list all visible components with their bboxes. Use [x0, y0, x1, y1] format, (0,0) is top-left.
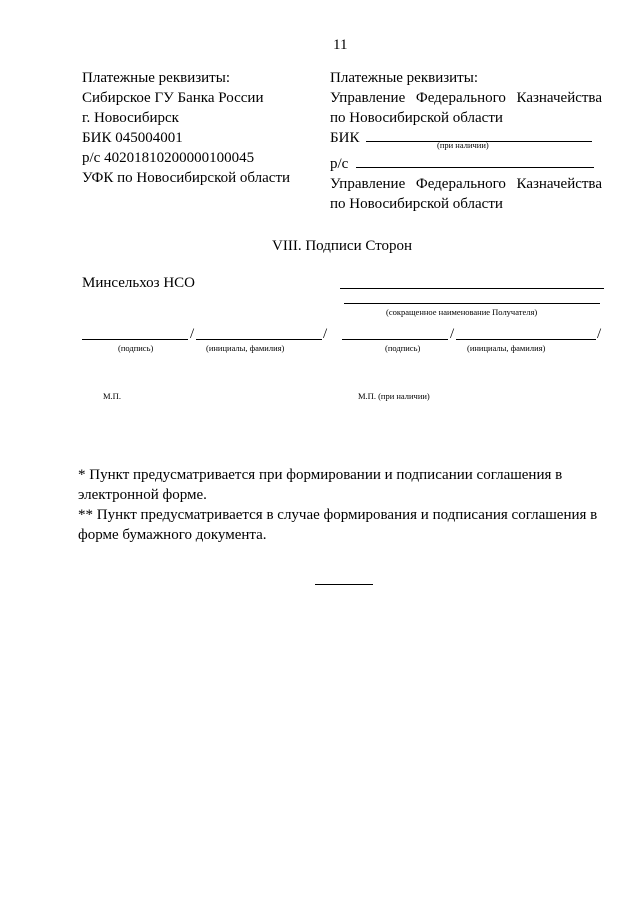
left-requisites-line: Сибирское ГУ Банка России	[82, 90, 264, 106]
right-treasury-line	[330, 88, 602, 108]
right-treasury2-line	[330, 174, 602, 194]
left-requisites-line: УФК по Новосибирской области	[82, 170, 291, 186]
word: Управление	[330, 176, 406, 192]
slash: /	[190, 326, 195, 342]
recipient-caption: (сокращенное наименование Получателя)	[386, 307, 538, 317]
right-requisites-heading: Платежные реквизиты:	[330, 70, 478, 86]
right-signature-caption: (подпись)	[385, 343, 421, 353]
section-title: VIII. Подписи Сторон	[272, 238, 413, 254]
account-field	[330, 154, 594, 174]
right-stamp: М.П. (при наличии)	[358, 391, 430, 401]
bik-label: БИК	[330, 130, 360, 146]
recipient-name-line-1	[340, 288, 604, 289]
recipient-name-line-2	[344, 303, 600, 304]
right-initials-caption: (инициалы, фамилия)	[467, 343, 546, 353]
left-initials-caption: (инициалы, фамилия)	[206, 343, 285, 353]
closing-rule	[315, 584, 373, 585]
left-signature-line	[82, 339, 188, 340]
left-initials-line	[196, 339, 322, 340]
right-treasury-region: по Новосибирской области	[330, 110, 503, 126]
word: Управление	[330, 90, 406, 106]
word: Казначейства	[516, 90, 602, 106]
slash: /	[597, 326, 602, 342]
footnote-line: * Пункт предусматривается при формировании и подписании соглашения в	[78, 467, 563, 483]
left-party-name: Минсельхоз НСО	[82, 275, 195, 291]
account-blank-line	[356, 155, 594, 168]
left-signature-caption: (подпись)	[118, 343, 154, 353]
slash: /	[450, 326, 455, 342]
right-initials-line	[456, 339, 596, 340]
footnote-line: форме бумажного документа.	[78, 527, 267, 543]
left-requisites-line: г. Новосибирск	[82, 110, 179, 126]
footnote-line: электронной форме.	[78, 487, 207, 503]
left-requisites-heading: Платежные реквизиты:	[82, 70, 230, 86]
page-number: 11	[333, 37, 348, 53]
word: Федерального	[415, 90, 506, 106]
right-treasury2-region: по Новосибирской области	[330, 196, 503, 212]
left-requisites-line: р/с 40201810200000100045	[82, 150, 255, 166]
slash: /	[323, 326, 328, 342]
footnote-line: ** Пункт предусматривается в случае формирования и подписания соглашения в	[78, 507, 598, 523]
left-stamp: М.П.	[103, 391, 121, 401]
right-signature-line	[342, 339, 448, 340]
footnotes	[78, 465, 597, 545]
word: Казначейства	[516, 176, 602, 192]
bik-note: (при наличии)	[437, 140, 489, 150]
word: Федерального	[415, 176, 506, 192]
left-requisites	[82, 68, 290, 188]
account-label: р/с	[330, 156, 349, 172]
left-requisites-line: БИК 045004001	[82, 130, 183, 146]
